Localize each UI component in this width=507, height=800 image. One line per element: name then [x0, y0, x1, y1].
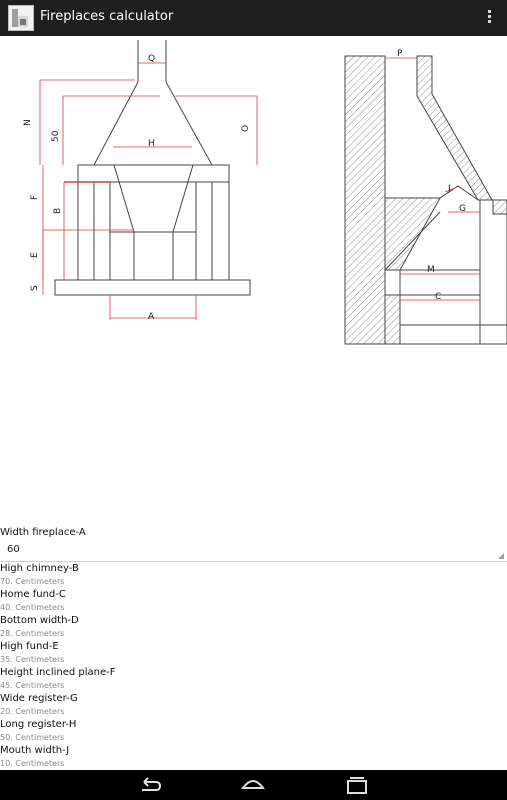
item-label: Home fund-C — [0, 589, 66, 600]
fireplace-diagram — [0, 36, 507, 356]
label-m: M — [427, 265, 435, 275]
home-icon[interactable] — [240, 776, 266, 794]
item-label: Wide register-G — [0, 693, 78, 704]
list-item — [0, 640, 507, 666]
label-g: G — [459, 204, 466, 214]
back-icon[interactable] — [136, 776, 162, 794]
width-label: Width fireplace-A — [0, 527, 86, 538]
label-b: B — [53, 207, 63, 214]
width-input-value[interactable]: 60 — [7, 544, 20, 555]
label-f: F — [30, 194, 40, 200]
label-c: C — [435, 292, 442, 302]
item-value: 28. Centimeters — [0, 629, 65, 638]
item-value: 20. Centimeters — [0, 707, 65, 716]
item-value: 70. Centimeters — [0, 577, 65, 586]
label-h: H — [148, 139, 155, 149]
input-corner-icon — [498, 553, 504, 559]
label-s: S — [30, 285, 40, 291]
label-50: 50 — [51, 130, 61, 142]
recent-apps-icon[interactable] — [344, 776, 370, 794]
label-p: P — [397, 49, 403, 59]
front-dimensions — [40, 63, 257, 320]
item-value: 50. Centimeters — [0, 733, 65, 742]
label-q: Q — [148, 54, 156, 64]
parameters-form — [0, 526, 507, 770]
side-view — [345, 56, 507, 344]
app-icon — [8, 5, 34, 31]
label-o: O — [241, 124, 251, 132]
item-label: Bottom width-D — [0, 615, 79, 626]
list-item — [0, 744, 507, 770]
list-item — [0, 562, 507, 588]
list-item — [0, 692, 507, 718]
label-e: E — [30, 252, 40, 258]
item-label: Long register-H — [0, 719, 77, 730]
item-label: High chimney-B — [0, 563, 79, 574]
navigation-bar — [0, 770, 507, 800]
action-bar — [0, 0, 507, 36]
list-item — [0, 718, 507, 744]
item-label: High fund-E — [0, 641, 59, 652]
item-label: Height inclined plane-F — [0, 667, 116, 678]
front-labels — [23, 54, 251, 322]
label-j: J — [448, 184, 451, 194]
list-item — [0, 614, 507, 640]
list-item — [0, 666, 507, 692]
width-input[interactable] — [0, 539, 507, 562]
item-value: 35. Centimeters — [0, 655, 65, 664]
front-view — [55, 40, 250, 295]
list-item — [0, 588, 507, 614]
item-value: 45. Centimeters — [0, 681, 65, 690]
app-title: Fireplaces calculator — [40, 9, 174, 24]
label-n: N — [23, 119, 33, 126]
item-label: Mouth width-J — [0, 745, 70, 756]
item-value: 10. Centimeters — [0, 759, 65, 768]
label-a: A — [148, 312, 155, 322]
item-value: 40. Centimeters — [0, 603, 65, 612]
overflow-menu-icon[interactable] — [487, 10, 493, 26]
